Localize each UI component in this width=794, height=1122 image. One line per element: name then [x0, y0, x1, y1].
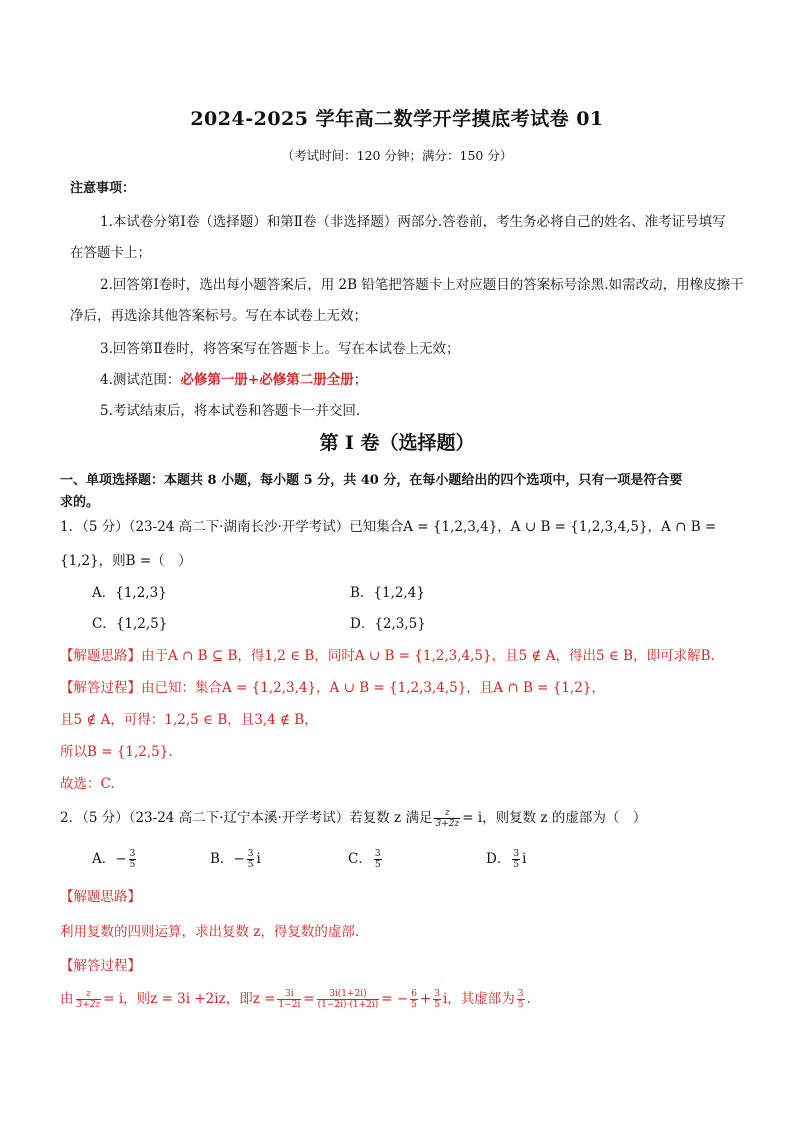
test-range-highlight: 必修第一册+必修第二册全册 — [180, 372, 354, 388]
page-title: 2024-2025 学年高二数学开学摸底考试卷 01 — [190, 108, 604, 130]
exam-subtitle: （考试时间：120 分钟；满分：150 分） — [281, 148, 513, 163]
derivation-fraction — [317, 989, 380, 1010]
option-label: C． — [348, 851, 372, 867]
option-fraction — [247, 849, 255, 870]
q1-option-c: C．{1,2,5} — [92, 616, 168, 632]
fraction-denominator: 5 — [411, 1000, 417, 1010]
q2-idea-label: 【解题思路】 — [60, 889, 141, 905]
q2-process-derivation — [60, 987, 531, 1010]
fraction-denominator: 5 — [129, 860, 136, 870]
fraction-numerator: 3i(1+2i) — [317, 989, 380, 1000]
q2-process-label: 【解答过程】 — [60, 958, 141, 974]
q1-process-label: 【解答过程】 — [60, 680, 141, 696]
fraction-numerator: 3 — [434, 989, 440, 999]
fraction-denominator: (1−2i)·(1+2i) — [317, 1000, 379, 1010]
derivation-text: 由 — [60, 991, 74, 1007]
fraction-denominator: 1−2i — [278, 1000, 301, 1010]
fraction-denominator: 5 — [517, 1000, 524, 1010]
derivation-fraction — [517, 989, 525, 1010]
q1-option-d: D．{2,3,5} — [350, 616, 426, 632]
fraction-numerator: 3i — [277, 989, 301, 1000]
derivation-text: = i，则z = 3i +2iz，即z = — [103, 991, 276, 1007]
q2-stem-suffix: = i，则复数 z 的虚部为（ ） — [462, 810, 647, 826]
notice-item-5: 5.考试结束后，将本试卷和答题卡一并交回. — [100, 403, 361, 419]
option-label: B．− — [210, 851, 245, 867]
q1-solution-process-line-1 — [60, 676, 605, 696]
notice-item-2-line-2: 净后，再选涂其他答案标号。写在本试卷上无效； — [70, 308, 367, 324]
q2-option-a — [92, 847, 138, 870]
q2-option-d — [486, 847, 526, 870]
fraction-denominator: 5 — [247, 860, 254, 870]
notice-item-4-suffix: ； — [353, 372, 368, 388]
q2-option-b — [210, 847, 261, 870]
q1-stem-line-2: {1,2}，则B =（ ） — [60, 553, 192, 569]
fraction-numerator: z — [434, 808, 460, 819]
notice-heading: 注意事项： — [70, 181, 136, 196]
notice-item-4-prefix: 4.测试范围： — [100, 372, 181, 388]
fraction-denominator: 5 — [374, 860, 381, 870]
option-label: A．− — [92, 851, 127, 867]
part-one-heading-line-2: 求的。 — [60, 495, 100, 510]
derivation-text: . — [526, 991, 531, 1007]
fraction-numerator: 3 — [247, 849, 254, 859]
q1-answer: 故选：C. — [60, 776, 115, 792]
q2-option-c — [348, 847, 384, 870]
part-one-heading-line-1: 一、单项选择题：本题共 8 小题，每小题 5 分，共 40 分，在每小题给出的四个选项中，只有一项是符合要 — [60, 473, 683, 488]
option-fraction — [129, 849, 137, 870]
q2-stem-fraction — [434, 808, 460, 829]
derivation-fraction — [277, 989, 301, 1010]
notice-item-3: 3.回答第Ⅱ卷时，将答案写在答题卡上。写在本试卷上无效； — [100, 341, 460, 357]
fraction-numerator: 3 — [517, 989, 524, 999]
derivation-fraction — [76, 989, 102, 1010]
q1-solution-process-line-2: 且5 ∉ A，可得：1,2,5 ∈ B，且3,4 ∉ B， — [60, 712, 318, 728]
notice-item-1-line-2: 在答题卡上； — [70, 245, 151, 261]
fraction-numerator: 3 — [374, 849, 381, 859]
notice-item-1-line-1: 1.本试卷分第Ⅰ卷（选择题）和第Ⅱ卷（非选择题）两部分.答卷前，考生务必将自己的姓名、准考证号填写 — [100, 214, 726, 230]
fraction-denominator: 3+2z — [76, 1000, 101, 1010]
derivation-fraction — [433, 989, 441, 1010]
derivation-text: i，其虚部为 — [442, 991, 515, 1007]
q1-idea-text: 由于A ∩ B ⊆ B，得1,2 ∈ B，同时A ∪ B = {1,2,3,4,5}，且5 ∉ A，得出5 ∈ B，即可求解B. — [141, 648, 715, 664]
fraction-numerator: 3 — [129, 849, 136, 859]
q1-idea-label: 【解题思路】 — [60, 648, 141, 664]
fraction-numerator: 3 — [513, 849, 520, 859]
q1-solution-process-line-3: 所以B = {1,2,5}. — [60, 744, 173, 760]
q2-stem — [60, 806, 646, 829]
imaginary-unit: i — [256, 851, 261, 867]
section-title: 第 I 卷（选择题） — [319, 432, 475, 454]
option-fraction — [512, 849, 520, 870]
q1-option-a: A．{1,2,3} — [92, 585, 167, 601]
imaginary-unit: i — [522, 851, 527, 867]
derivation-fraction — [410, 989, 418, 1010]
notice-item-2-line-1: 2.回答第Ⅰ卷时，选出每小题答案后，用 2B 铅笔把答题卡上对应题目的答案标号涂黑.如需改动，用橡皮擦干 — [100, 277, 744, 293]
fraction-denominator: 5 — [434, 1000, 440, 1010]
derivation-text: = − — [381, 991, 409, 1007]
derivation-text: + — [419, 991, 432, 1007]
q1-option-b: B．{1,2,4} — [350, 585, 425, 601]
q2-idea-text: 利用复数的四则运算，求出复数 z，得复数的虚部. — [60, 924, 360, 940]
q1-stem-line-1: 1．（5 分）（23-24 高二下·湖南长沙·开学考试）已知集合A = {1,2,3,4}，A ∪ B = {1,2,3,4,5}，A ∩ B = — [60, 519, 717, 535]
fraction-numerator: 6 — [411, 989, 417, 999]
fraction-denominator: 5 — [513, 860, 520, 870]
q2-stem-prefix: 2．（5 分）（23-24 高二下·辽宁本溪·开学考试）若复数 z 满足 — [60, 810, 433, 826]
q1-solution-idea — [60, 644, 715, 664]
q1-process-text-1: 由已知：集合A = {1,2,3,4}，A ∪ B = {1,2,3,4,5}，且A ∩ B = {1,2}， — [141, 680, 605, 696]
derivation-text: = — [303, 991, 315, 1007]
fraction-denominator: 3+2z — [435, 819, 460, 829]
fraction-numerator: z — [76, 989, 102, 1000]
option-fraction — [374, 849, 382, 870]
option-label: D． — [486, 851, 511, 867]
notice-item-4 — [100, 368, 367, 388]
